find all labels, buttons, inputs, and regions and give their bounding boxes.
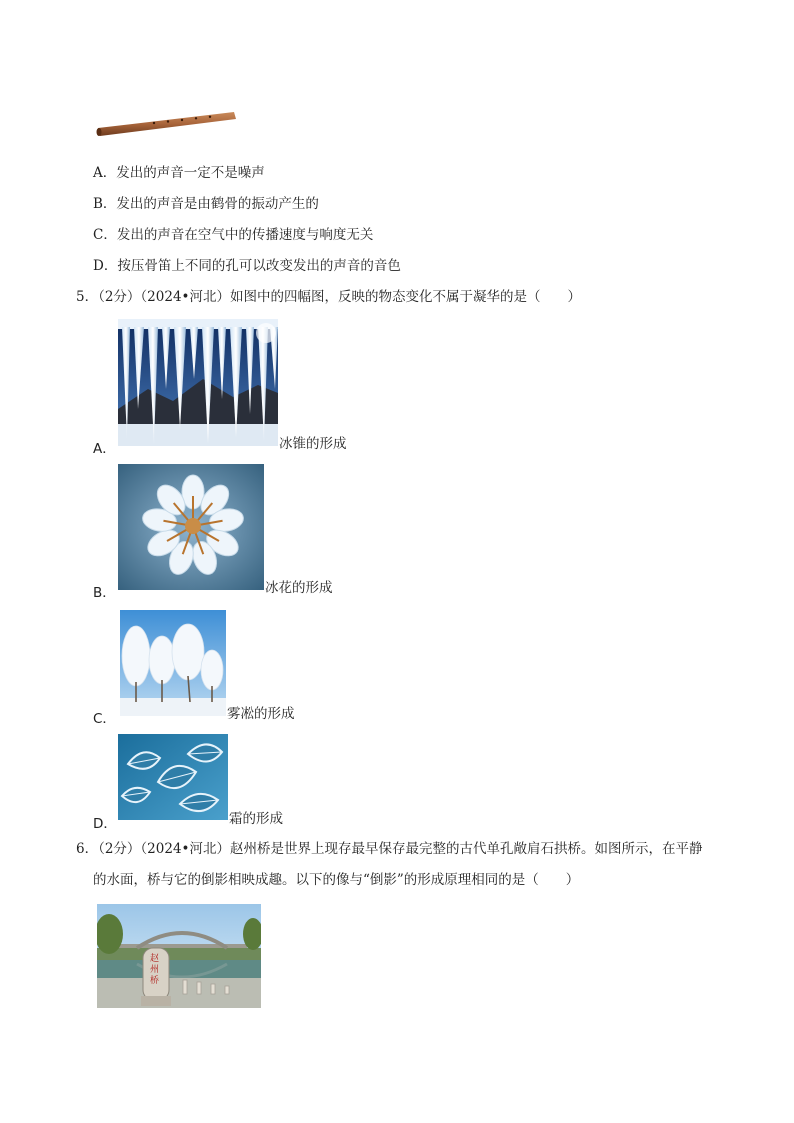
bone-flute-image xyxy=(96,106,238,142)
q5-option-c-caption: 雾凇的形成 xyxy=(227,706,295,722)
q5-option-d-letter: D． xyxy=(93,816,117,832)
q4-option-a: A．发出的声音一定不是噪声 xyxy=(93,165,265,181)
q6-stem-line-1: 6．（2分）（2024•河北）赵州桥是世界上现存最早保存最完整的古代单孔敞肩石拱桥。如图所示，在平静 xyxy=(76,841,703,857)
zhaozhou-bridge-image xyxy=(97,904,261,1008)
frost-leaves-image xyxy=(118,734,228,820)
q4-option-c: C．发出的声音在空气中的传播速度与响度无关 xyxy=(93,227,374,243)
q4-option-b: B．发出的声音是由鹤骨的振动产生的 xyxy=(93,196,319,212)
q5-option-c-letter: C． xyxy=(93,711,116,727)
q5-option-b-caption: 冰花的形成 xyxy=(265,580,333,596)
icicle-image xyxy=(118,319,278,446)
q5-option-d-caption: 霜的形成 xyxy=(229,811,283,827)
q4-option-d: D．按压骨笛上不同的孔可以改变发出的声音的音色 xyxy=(93,258,401,274)
q5-stem: 5．（2分）（2024•河北）如图中的四幅图，反映的物态变化不属于凝华的是（ ） xyxy=(76,289,581,305)
q5-option-b-letter: B． xyxy=(93,585,116,601)
stele-inscription: 赵州桥 xyxy=(150,954,160,986)
q6-stem-line-2: 的水面，桥与它的倒影相映成趣。以下的像与“倒影”的形成原理相同的是（ ） xyxy=(93,872,580,888)
rime-trees-image xyxy=(120,610,226,716)
q5-option-a-letter: A． xyxy=(93,441,116,457)
ice-flower-image xyxy=(118,464,264,590)
q5-option-a-caption: 冰锥的形成 xyxy=(279,436,347,452)
